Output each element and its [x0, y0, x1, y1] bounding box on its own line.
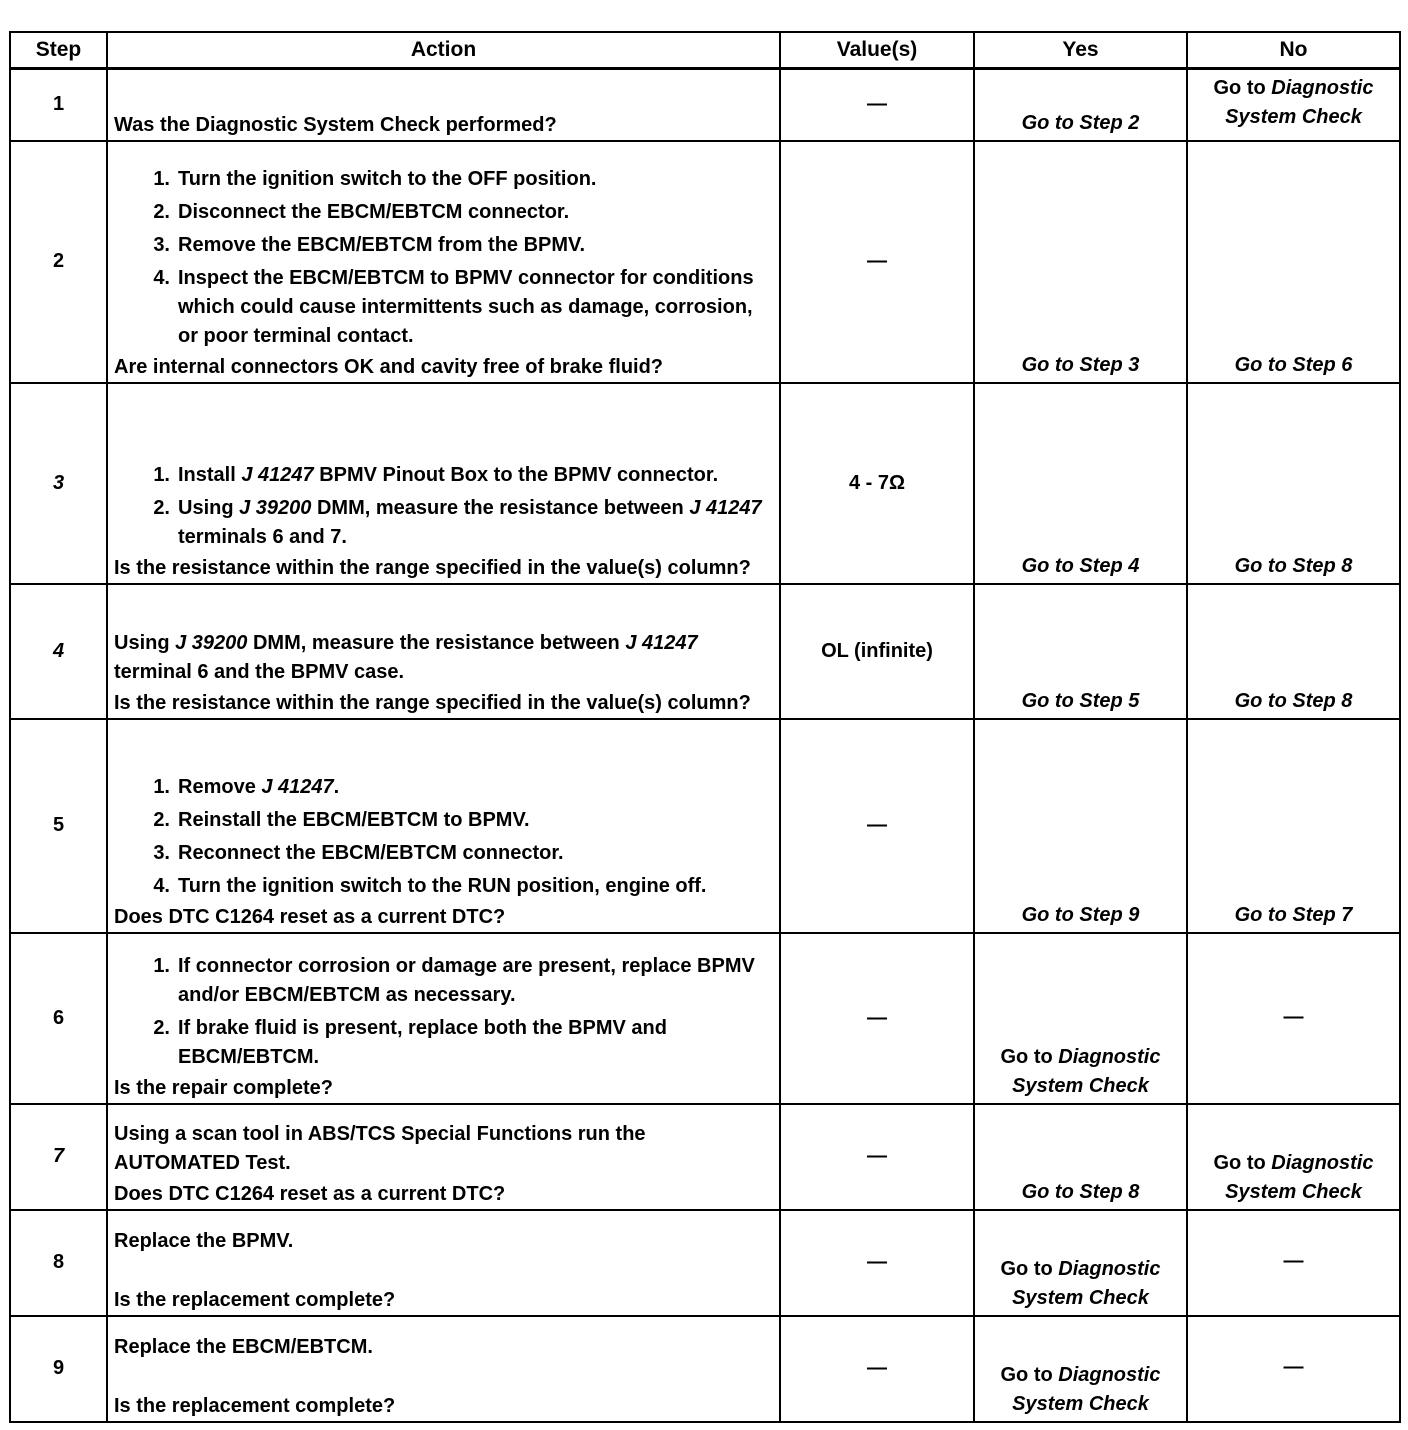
- no-link: Diagnostic System Check: [1225, 1151, 1374, 1203]
- action-text: Using a scan tool in ABS/TCS Special Functions run the AUTOMATED Test.: [114, 1122, 646, 1174]
- list-item: 1. Turn the ignition switch to the OFF position.: [153, 167, 597, 190]
- step-number: 2: [10, 141, 107, 383]
- step-number: 5: [10, 719, 107, 933]
- list-item: 2. Reinstall the EBCM/EBTCM to BPMV.: [153, 808, 530, 831]
- list-item: 4. Inspect the EBCM/EBTCM to BPMV connector for conditions which could cause intermittents such as damage, corrosion, or poor terminal contact.: [153, 266, 754, 347]
- no-cell: [1187, 584, 1400, 719]
- step-number: 6: [10, 933, 107, 1104]
- yes-cell: [974, 1316, 1187, 1422]
- tool-ref: J 39200: [239, 496, 312, 519]
- header-action: Action: [107, 32, 780, 69]
- step-number: 3: [10, 383, 107, 584]
- table-row: [10, 719, 1400, 933]
- list-item: 3. Reconnect the EBCM/EBTCM connector.: [153, 841, 564, 864]
- action-steps: [114, 773, 771, 901]
- action-question: Is the resistance within the range specified in the value(s) column?: [114, 556, 751, 579]
- list-item: 4. Turn the ignition switch to the RUN position, engine off.: [153, 874, 707, 897]
- action-text: Using J 39200 DMM, measure the resistance between J 41247 terminal 6 and the BPMV case.: [114, 631, 698, 683]
- no-link: Go to Step 6: [1234, 353, 1353, 376]
- no-cell: —: [1187, 1316, 1400, 1422]
- action-steps: [114, 952, 771, 1072]
- yes-cell: [974, 69, 1187, 141]
- header-yes: Yes: [974, 32, 1187, 69]
- list-item: 1. Install J 41247 BPMV Pinout Box to the BPMV connector.: [153, 463, 719, 486]
- action-cell: [107, 1210, 780, 1316]
- table-row: [10, 1104, 1400, 1210]
- yes-link: Diagnostic System Check: [1012, 1045, 1161, 1097]
- action-cell: [107, 1316, 780, 1422]
- action-question: Is the replacement complete?: [114, 1394, 396, 1417]
- no-cell: —: [1187, 933, 1400, 1104]
- yes-prefix: Go to: [1000, 1363, 1059, 1386]
- yes-cell: [974, 141, 1187, 383]
- value-cell: —: [780, 141, 974, 383]
- yes-prefix: Go to: [1000, 1257, 1059, 1280]
- no-link: Go to Step 8: [1234, 554, 1353, 577]
- tool-ref: J 41247: [689, 496, 762, 519]
- step-number: 8: [10, 1210, 107, 1316]
- value-cell: —: [780, 1104, 974, 1210]
- table-row: [10, 1316, 1400, 1422]
- yes-link: Go to Step 8: [1021, 1180, 1140, 1203]
- value-cell: —: [780, 933, 974, 1104]
- table-row: [10, 141, 1400, 383]
- yes-link: Go to Step 4: [1021, 554, 1140, 577]
- yes-cell: [974, 719, 1187, 933]
- no-prefix: Go to: [1213, 1151, 1272, 1174]
- yes-link: Diagnostic System Check: [1012, 1257, 1161, 1309]
- yes-cell: [974, 383, 1187, 584]
- no-cell: [1187, 1104, 1400, 1210]
- action-question: Is the repair complete?: [114, 1076, 333, 1099]
- no-prefix: Go to: [1213, 77, 1272, 99]
- no-link: Diagnostic System Check: [1225, 77, 1374, 128]
- value-cell: OL (infinite): [780, 584, 974, 719]
- value-cell: —: [780, 69, 974, 141]
- table-row: [10, 933, 1400, 1104]
- value-cell: 4 - 7Ω: [780, 383, 974, 584]
- action-question: Was the Diagnostic System Check performed?: [114, 113, 557, 136]
- action-steps: [114, 165, 771, 351]
- diagnostic-table: [9, 31, 1401, 1423]
- action-cell: [107, 584, 780, 719]
- yes-prefix: Go to: [1000, 1045, 1059, 1068]
- action-question: Are internal connectors OK and cavity free of brake fluid?: [114, 355, 664, 378]
- action-cell: [107, 719, 780, 933]
- yes-cell: [974, 1104, 1187, 1210]
- no-cell: —: [1187, 1210, 1400, 1316]
- list-item: 1. If connector corrosion or damage are present, replace BPMV and/or EBCM/EBTCM as necessary.: [153, 954, 755, 1006]
- action-steps: [114, 461, 771, 552]
- action-cell: [107, 383, 780, 584]
- tool-ref: J 39200: [175, 631, 248, 654]
- header-no: No: [1187, 32, 1400, 69]
- list-item: 2. Using J 39200 DMM, measure the resistance between J 41247 terminals 6 and 7.: [153, 496, 762, 548]
- yes-cell: [974, 933, 1187, 1104]
- no-cell: [1187, 141, 1400, 383]
- no-cell: [1187, 69, 1400, 141]
- tool-ref: J 41247: [261, 775, 334, 798]
- no-cell: [1187, 383, 1400, 584]
- yes-link: Go to Step 5: [1021, 689, 1140, 712]
- yes-cell: [974, 1210, 1187, 1316]
- step-number: 4: [10, 584, 107, 719]
- table-row: [10, 383, 1400, 584]
- tool-ref: J 41247: [241, 463, 314, 486]
- table-row: [10, 1210, 1400, 1316]
- list-item: 3. Remove the EBCM/EBTCM from the BPMV.: [153, 233, 586, 256]
- yes-link: Go to Step 3: [1021, 353, 1140, 376]
- yes-link: Diagnostic System Check: [1012, 1363, 1161, 1415]
- yes-cell: [974, 584, 1187, 719]
- list-item: 2. If brake fluid is present, replace both the BPMV and EBCM/EBTCM.: [153, 1016, 667, 1068]
- list-item: 1. Remove J 41247.: [153, 775, 340, 798]
- no-cell: [1187, 719, 1400, 933]
- value-cell: —: [780, 719, 974, 933]
- no-link: Go to Step 7: [1234, 903, 1353, 926]
- step-number: 7: [10, 1104, 107, 1210]
- action-question: Does DTC C1264 reset as a current DTC?: [114, 905, 506, 928]
- action-cell: [107, 141, 780, 383]
- header-step: Step: [10, 32, 107, 69]
- list-item: 2. Disconnect the EBCM/EBTCM connector.: [153, 200, 570, 223]
- action-text: Replace the BPMV.: [114, 1229, 294, 1252]
- table-row: [10, 584, 1400, 719]
- header-row: [10, 32, 1400, 69]
- tool-ref: J 41247: [625, 631, 698, 654]
- value-cell: —: [780, 1210, 974, 1316]
- table-row: [10, 69, 1400, 141]
- action-text: Replace the EBCM/EBTCM.: [114, 1335, 373, 1358]
- action-question: Is the replacement complete?: [114, 1288, 396, 1311]
- action-question: Does DTC C1264 reset as a current DTC?: [114, 1182, 506, 1205]
- step-number: 1: [10, 69, 107, 141]
- no-link: Go to Step 8: [1234, 689, 1353, 712]
- action-cell: [107, 69, 780, 141]
- action-cell: [107, 933, 780, 1104]
- action-question: Is the resistance within the range specified in the value(s) column?: [114, 691, 751, 714]
- action-cell: [107, 1104, 780, 1210]
- yes-link: Go to Step 9: [1021, 903, 1140, 926]
- value-cell: —: [780, 1316, 974, 1422]
- yes-link: Go to Step 2: [1021, 111, 1140, 134]
- step-number: 9: [10, 1316, 107, 1422]
- header-values: Value(s): [780, 32, 974, 69]
